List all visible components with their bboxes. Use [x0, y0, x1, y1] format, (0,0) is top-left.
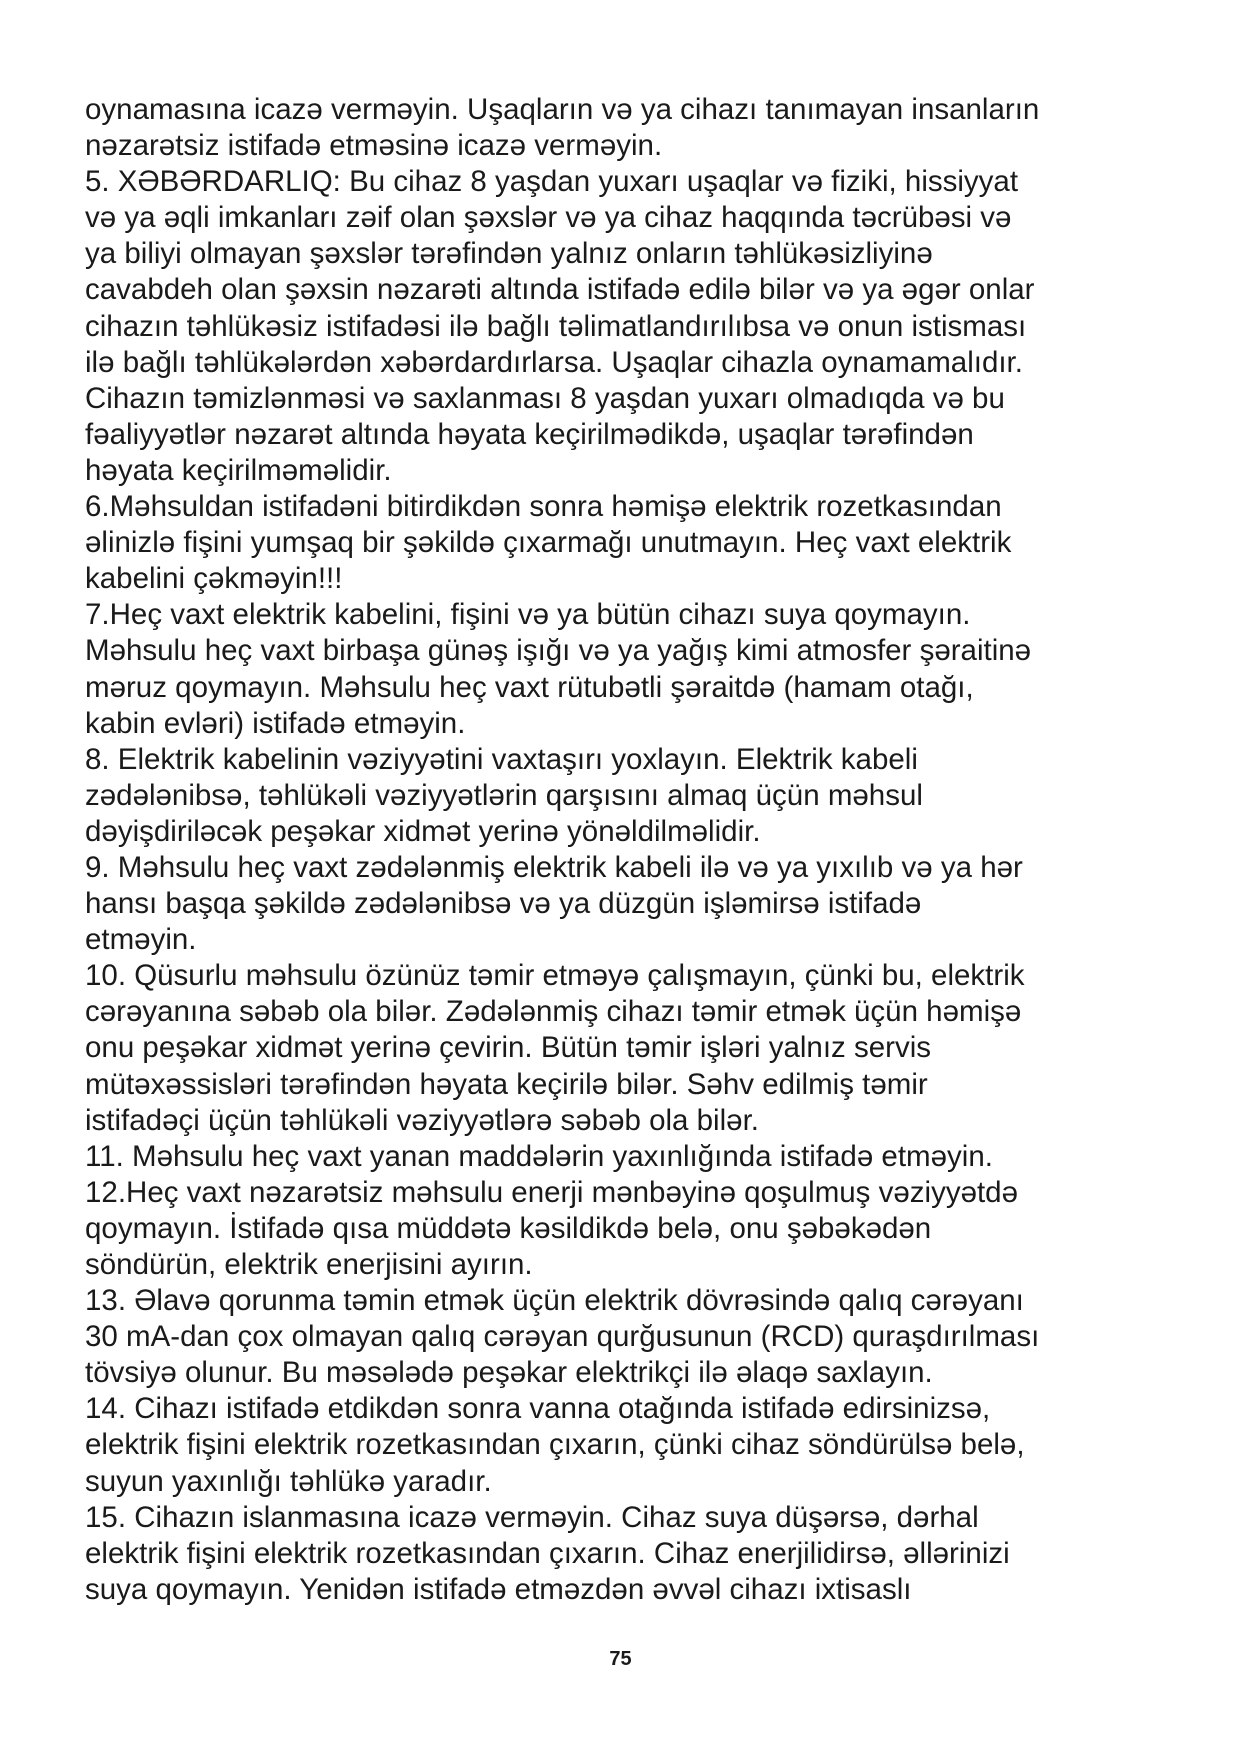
text-line: cərəyanına səbəb ola bilər. Zədələnmiş cihazı təmir etmək üçün həmişə — [85, 995, 1022, 1029]
text-line: istifadəçi üçün təhlükəli vəziyyətlərə səbəb ola bilər. — [85, 1103, 759, 1137]
text-line: hansı başqa şəkildə zədələnibsə və ya düzgün işləmirsə istifadə — [85, 887, 922, 921]
text-line: suyun yaxınlığı təhlükə yaradır. — [85, 1464, 492, 1498]
text-line: 12.Heç vaxt nəzarətsiz məhsulu enerji mənbəyinə qoşulmuş vəziyyətdə — [85, 1175, 1018, 1209]
page-number: 75 — [609, 1648, 632, 1670]
text-line: kabelini çəkməyin!!! — [85, 562, 343, 596]
text-line: söndürün, elektrik enerjisini ayırın. — [85, 1248, 533, 1281]
text-line: 14. Cihazı istifadə etdikdən sonra vanna otağında istifadə edirsinizsə, — [85, 1392, 991, 1426]
text-line: Cihazın təmizlənməsi və saxlanması 8 yaşdan yuxarı olmadıqda və bu — [85, 381, 1005, 415]
text-line: cavabdeh olan şəxsin nəzarəti altında istifadə edilə bilər və ya əgər onlar — [85, 273, 1035, 307]
text-line: onu peşəkar xidmət yerinə çevirin. Bütün təmir işləri yalnız servis — [85, 1031, 931, 1065]
text-line: məruz qoymayın. Məhsulu heç vaxt rütubətli şəraitdə (hamam otağı, — [85, 670, 974, 704]
text-line: kabin evləri) istifadə etməyin. — [85, 706, 466, 740]
text-line: dəyişdiriləcək peşəkar xidmət yerinə yönəldilməlidir. — [85, 814, 761, 848]
text-line: oynamasına icazə verməyin. Uşaqların və ya cihazı tanımayan insanların — [85, 93, 1040, 126]
text-line: 13. Əlavə qorunma təmin etmək üçün elektrik dövrəsində qalıq cərəyanı — [85, 1284, 1024, 1318]
text-line: suya qoymayın. Yenidən istifadə etməzdən əvvəl cihazı ixtisaslı — [85, 1572, 912, 1606]
body-text — [85, 92, 1175, 1608]
text-line: cihazın təhlükəsiz istifadəsi ilə bağlı təlimatlandırılıbsa və onun istisması — [85, 309, 1027, 343]
text-line: 9. Məhsulu heç vaxt zədələnmiş elektrik kabeli ilə və ya yıxılıb və ya hər — [85, 850, 1023, 884]
text-line: 30 mA-dan çox olmayan qalıq cərəyan qurğusunun (RCD) quraşdırılması — [85, 1320, 1040, 1354]
text-line: 7.Heç vaxt elektrik kabelini, fişini və ya bütün cihazı suya qoymayın. — [85, 598, 971, 632]
text-line: nəzarətsiz istifadə etməsinə icazə verməyin. — [85, 129, 663, 163]
text-line: və ya əqli imkanları zəif olan şəxslər və ya cihaz haqqında təcrübəsi və — [85, 201, 1012, 235]
text-line: ya biliyi olmayan şəxslər tərəfindən yalnız onların təhlükəsizliyinə — [85, 237, 933, 271]
text-line: 15. Cihazın islanmasına icazə verməyin. Cihaz suya düşərsə, dərhal — [85, 1500, 979, 1534]
text-line: mütəxəssisləri tərəfindən həyata keçirilə bilər. Səhv edilmiş təmir — [85, 1067, 928, 1101]
text-line: 6.Məhsuldan istifadəni bitirdikdən sonra həmişə elektrik rozetkasından — [85, 490, 1002, 524]
text-line: həyata keçirilməməlidir. — [85, 453, 392, 487]
text-line: 10. Qüsurlu məhsulu özünüz təmir etməyə çalışmayın, çünki bu, elektrik — [85, 959, 1025, 993]
text-line: 11. Məhsulu heç vaxt yanan maddələrin yaxınlığında istifadə etməyin. — [85, 1139, 993, 1173]
text-line: əlinizlə fişini yumşaq bir şəkildə çıxarmağı unutmayın. Heç vaxt elektrik — [85, 526, 1012, 560]
text-line: etməyin. — [85, 923, 197, 957]
text-line: elektrik fişini elektrik rozetkasından çıxarın. Cihaz enerjilidirsə, əllərinizi — [85, 1536, 1010, 1570]
text-line: ilə bağlı təhlükələrdən xəbərdardırlarsa. Uşaqlar cihazla oynamamalıdır. — [85, 345, 1023, 379]
text-line: Məhsulu heç vaxt birbaşa günəş işığı və ya yağış kimi atmosfer şəraitinə — [85, 634, 1032, 668]
text-line: zədələnibsə, təhlükəli vəziyyətlərin qarşısını almaq üçün məhsul — [85, 778, 923, 812]
text-line: fəaliyyətlər nəzarət altında həyata keçirilmədikdə, uşaqlar tərəfindən — [85, 417, 974, 451]
text-line: 8. Elektrik kabelinin vəziyyətini vaxtaşırı yoxlayın. Elektrik kabeli — [85, 742, 918, 776]
text-line: 5. XƏBƏRDARLIQ: Bu cihaz 8 yaşdan yuxarı uşaqlar və fiziki, hissiyyat — [85, 165, 1019, 199]
text-line: qoymayın. İstifadə qısa müddətə kəsildikdə belə, onu şəbəkədən — [85, 1211, 932, 1245]
text-line: tövsiyə olunur. Bu məsələdə peşəkar elektrikçi ilə əlaqə saxlayın. — [85, 1356, 933, 1390]
text-line: elektrik fişini elektrik rozetkasından çıxarın, çünki cihaz söndürülsə belə, — [85, 1428, 1025, 1462]
